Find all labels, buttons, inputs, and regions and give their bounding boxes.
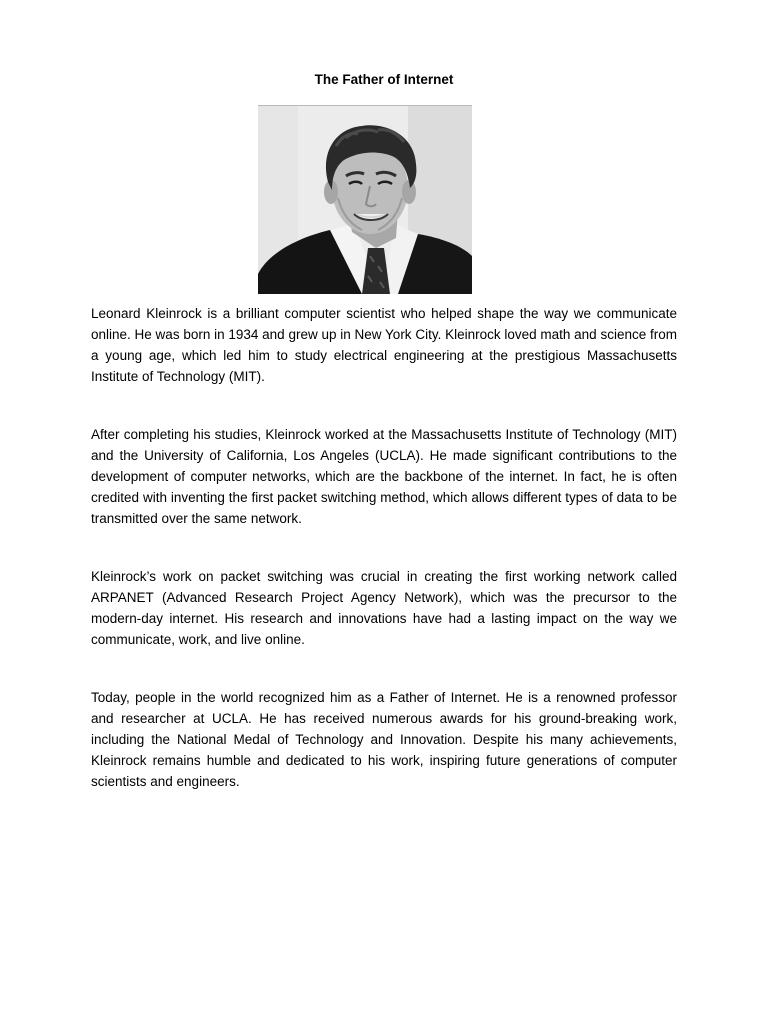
paragraph-3: Kleinrock’s work on packet switching was crucial in creating the first working network called ARPANET (Advanced Research Project Agency Network), which was the precursor to the modern-day internet. His research and innovations have had a lasting impact on the way we communicate, work, and live online.: [91, 569, 677, 647]
paragraph-4: Today, people in the world recognized him as a Father of Internet. He is a renowned professor and researcher at UCLA. He has received numerous awards for his ground-breaking work, including the National Medal of Technology and Innovation. Despite his many achievements, Kleinrock remains humble and dedicated to his work, inspiring future generations of computer scientists and engineers.: [91, 690, 677, 789]
portrait-photo: [258, 106, 472, 294]
paragraph-2: After completing his studies, Kleinrock worked at the Massachusetts Institute of Technology (MIT) and the University of California, Los Angeles (UCLA). He made significant contributions to the development of computer networks, which are the backbone of the internet. In fact, he is often credited with inventing the first packet switching method, which allows different types of data to be transmitted over the same network.: [91, 427, 677, 526]
article-body: [91, 303, 677, 792]
paragraph-1: Leonard Kleinrock is a brilliant computer scientist who helped shape the way we communicate online. He was born in 1934 and grew up in New York City. Kleinrock loved math and science from a young age, which led him to study electrical engineering at the prestigious Massachusetts Institute of Technology (MIT).: [91, 306, 677, 384]
page-title: The Father of Internet: [314, 72, 454, 87]
